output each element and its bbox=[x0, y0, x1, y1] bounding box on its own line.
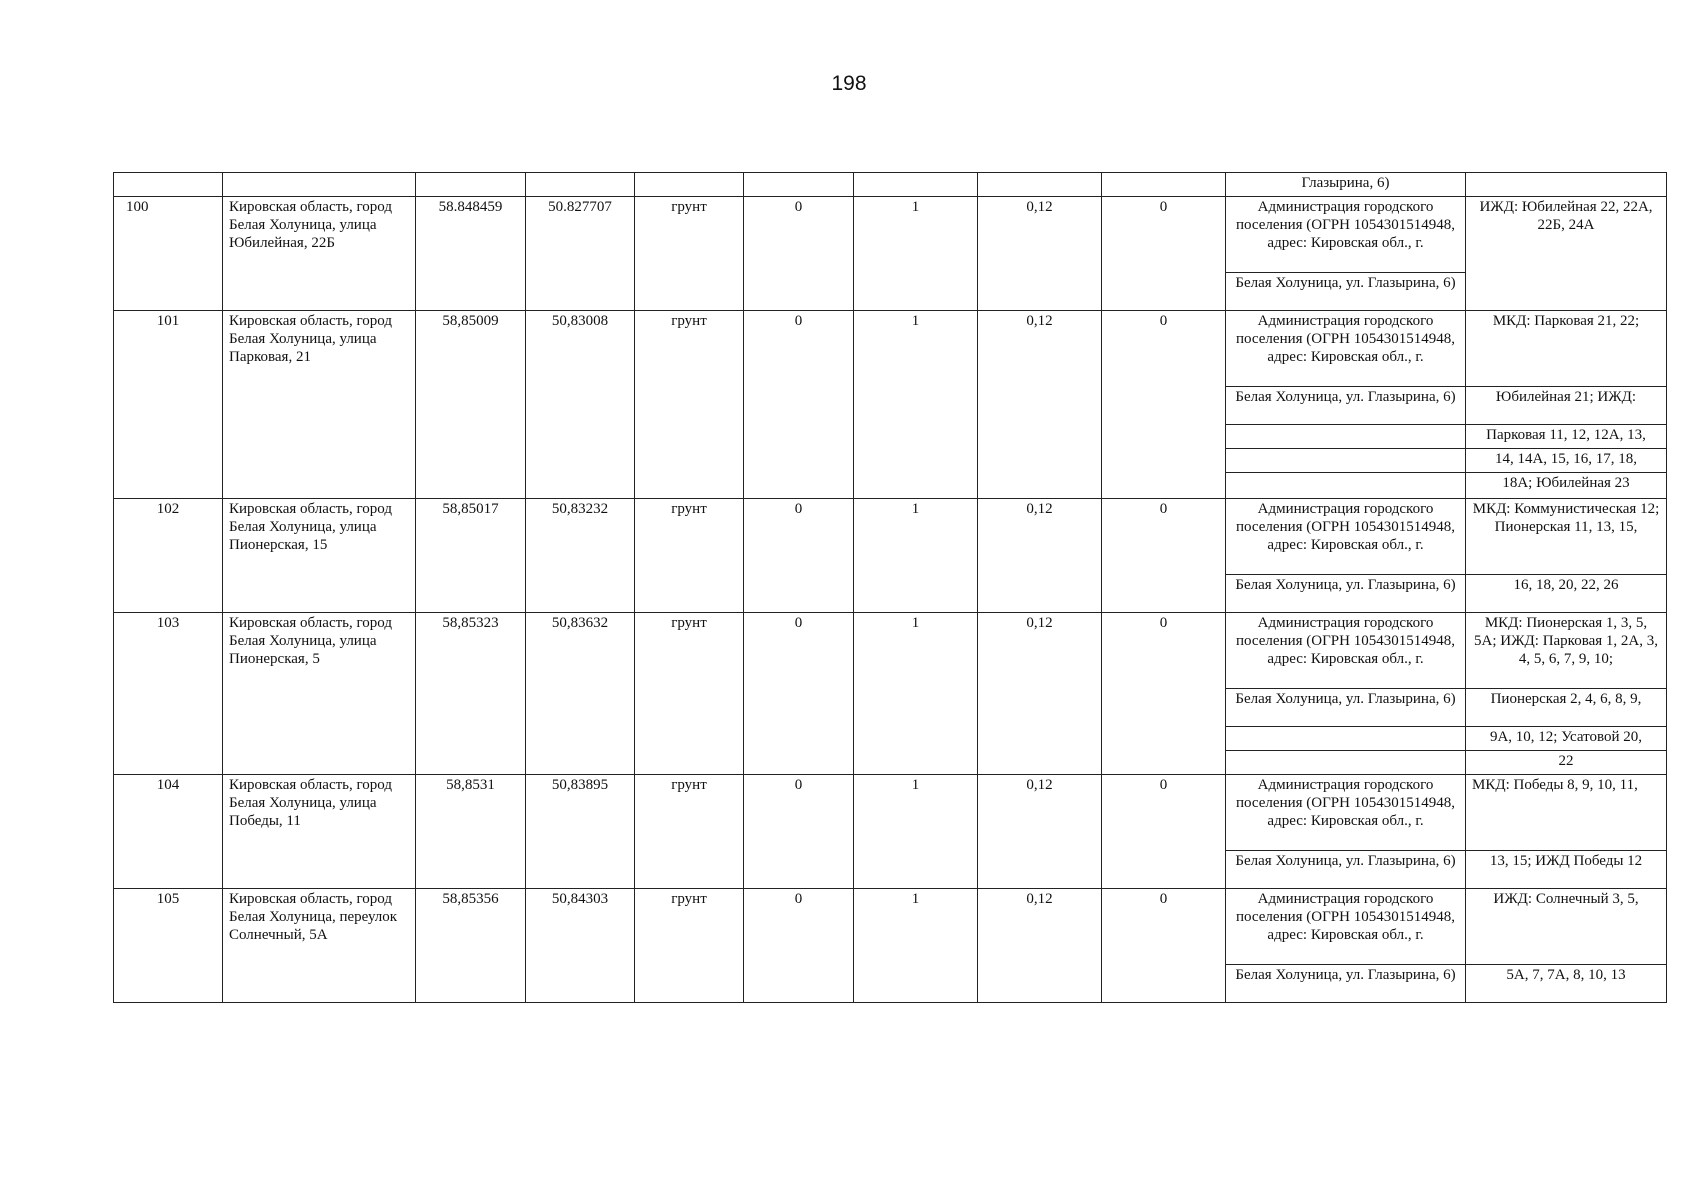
value-col9: 0 bbox=[1102, 311, 1226, 499]
site-address: Кировская область, город Белая Холуница, улица Юбилейная, 22Б bbox=[223, 197, 416, 311]
longitude: 50.827707 bbox=[526, 197, 635, 311]
latitude: 58,8531 bbox=[416, 775, 526, 889]
site-address: Кировская область, город Белая Холуница, улица Победы, 11 bbox=[223, 775, 416, 889]
waste-sources: 18А; Юбилейная 23 bbox=[1466, 473, 1667, 499]
waste-sources: Пионерская 2, 4, 6, 8, 9, bbox=[1466, 689, 1667, 727]
waste-sources: 22 bbox=[1466, 751, 1667, 775]
site-address: Кировская область, город Белая Холуница, улица Парковая, 21 bbox=[223, 311, 416, 499]
value-col9: 0 bbox=[1102, 499, 1226, 613]
value-col8: 0,12 bbox=[978, 311, 1102, 499]
waste-sources: 16, 18, 20, 22, 26 bbox=[1466, 575, 1667, 613]
owner-cell: Администрация городского поселения (ОГРН 1054301514948, адрес: Кировская обл., г. bbox=[1226, 197, 1466, 273]
row-number: 101 bbox=[114, 311, 223, 499]
value-col6: 0 bbox=[744, 775, 854, 889]
longitude: 50,83895 bbox=[526, 775, 635, 889]
value-col8: 0,12 bbox=[978, 499, 1102, 613]
owner-cell: Глазырина, 6) bbox=[1226, 173, 1466, 197]
owner-cell: Администрация городского поселения (ОГРН 1054301514948, адрес: Кировская обл., г. bbox=[1226, 311, 1466, 387]
longitude: 50,84303 bbox=[526, 889, 635, 1003]
waste-sources: МКД: Коммунистическая 12; Пионерская 11, 13, 15, bbox=[1466, 499, 1667, 575]
owner-cell: Белая Холуница, ул. Глазырина, 6) bbox=[1226, 387, 1466, 425]
value-col7: 1 bbox=[854, 889, 978, 1003]
table-row bbox=[114, 775, 1667, 851]
page-number: 198 bbox=[831, 72, 867, 95]
longitude: 50,83632 bbox=[526, 613, 635, 775]
owner-cell: Белая Холуница, ул. Глазырина, 6) bbox=[1226, 689, 1466, 727]
row-number: 105 bbox=[114, 889, 223, 1003]
owner-cell: Администрация городского поселения (ОГРН 1054301514948, адрес: Кировская обл., г. bbox=[1226, 613, 1466, 689]
table-row bbox=[114, 613, 1667, 689]
value-col9: 0 bbox=[1102, 889, 1226, 1003]
owner-cell: Администрация городского поселения (ОГРН 1054301514948, адрес: Кировская обл., г. bbox=[1226, 499, 1466, 575]
longitude: 50,83232 bbox=[526, 499, 635, 613]
value-col8: 0,12 bbox=[978, 775, 1102, 889]
waste-sources: Парковая 11, 12, 12А, 13, bbox=[1466, 425, 1667, 449]
latitude: 58,85017 bbox=[416, 499, 526, 613]
value-col7: 1 bbox=[854, 775, 978, 889]
owner-cell: Администрация городского поселения (ОГРН 1054301514948, адрес: Кировская обл., г. bbox=[1226, 889, 1466, 965]
waste-sources: 9А, 10, 12; Усатовой 20, bbox=[1466, 727, 1667, 751]
waste-sources: 14, 14А, 15, 16, 17, 18, bbox=[1466, 449, 1667, 473]
longitude: 50,83008 bbox=[526, 311, 635, 499]
site-address: Кировская область, город Белая Холуница, улица Пионерская, 15 bbox=[223, 499, 416, 613]
value-col7: 1 bbox=[854, 311, 978, 499]
table-row bbox=[114, 197, 1667, 273]
latitude: 58,85323 bbox=[416, 613, 526, 775]
value-col8: 0,12 bbox=[978, 889, 1102, 1003]
value-col6: 0 bbox=[744, 311, 854, 499]
table-row bbox=[114, 173, 1667, 197]
row-number: 100 bbox=[114, 197, 223, 311]
surface-type: грунт bbox=[635, 775, 744, 889]
waste-sources: МКД: Пионерская 1, 3, 5, 5А; ИЖД: Парковая 1, 2А, 3, 4, 5, 6, 7, 9, 10; bbox=[1466, 613, 1667, 689]
value-col7: 1 bbox=[854, 613, 978, 775]
value-col6: 0 bbox=[744, 889, 854, 1003]
table-row bbox=[114, 311, 1667, 387]
waste-sources: ИЖД: Солнечный 3, 5, bbox=[1466, 889, 1667, 965]
waste-sources: 13, 15; ИЖД Победы 12 bbox=[1466, 851, 1667, 889]
value-col6: 0 bbox=[744, 613, 854, 775]
table-row bbox=[114, 499, 1667, 575]
waste-sources: 5А, 7, 7А, 8, 10, 13 bbox=[1466, 965, 1667, 1003]
container-sites-table bbox=[113, 172, 1667, 1003]
value-col8: 0,12 bbox=[978, 197, 1102, 311]
waste-sources: ИЖД: Юбилейная 22, 22А, 22Б, 24А bbox=[1466, 197, 1667, 311]
row-number: 103 bbox=[114, 613, 223, 775]
surface-type: грунт bbox=[635, 311, 744, 499]
surface-type: грунт bbox=[635, 889, 744, 1003]
latitude: 58.848459 bbox=[416, 197, 526, 311]
value-col9: 0 bbox=[1102, 775, 1226, 889]
value-col6: 0 bbox=[744, 499, 854, 613]
site-address: Кировская область, город Белая Холуница, переулок Солнечный, 5А bbox=[223, 889, 416, 1003]
owner-cell: Белая Холуница, ул. Глазырина, 6) bbox=[1226, 965, 1466, 1003]
value-col7: 1 bbox=[854, 197, 978, 311]
surface-type: грунт bbox=[635, 197, 744, 311]
owner-cell: Администрация городского поселения (ОГРН 1054301514948, адрес: Кировская обл., г. bbox=[1226, 775, 1466, 851]
waste-sources: МКД: Парковая 21, 22; bbox=[1466, 311, 1667, 387]
value-col8: 0,12 bbox=[978, 613, 1102, 775]
value-col7: 1 bbox=[854, 499, 978, 613]
latitude: 58,85009 bbox=[416, 311, 526, 499]
latitude: 58,85356 bbox=[416, 889, 526, 1003]
value-col9: 0 bbox=[1102, 613, 1226, 775]
owner-cell: Белая Холуница, ул. Глазырина, 6) bbox=[1226, 851, 1466, 889]
owner-cell: Белая Холуница, ул. Глазырина, 6) bbox=[1226, 575, 1466, 613]
surface-type: грунт bbox=[635, 613, 744, 775]
row-number: 104 bbox=[114, 775, 223, 889]
value-col6: 0 bbox=[744, 197, 854, 311]
surface-type: грунт bbox=[635, 499, 744, 613]
row-number: 102 bbox=[114, 499, 223, 613]
waste-sources: МКД: Победы 8, 9, 10, 11, bbox=[1466, 775, 1667, 851]
value-col9: 0 bbox=[1102, 197, 1226, 311]
waste-sources: Юбилейная 21; ИЖД: bbox=[1466, 387, 1667, 425]
owner-cell: Белая Холуница, ул. Глазырина, 6) bbox=[1226, 273, 1466, 311]
site-address: Кировская область, город Белая Холуница, улица Пионерская, 5 bbox=[223, 613, 416, 775]
table-row bbox=[114, 889, 1667, 965]
